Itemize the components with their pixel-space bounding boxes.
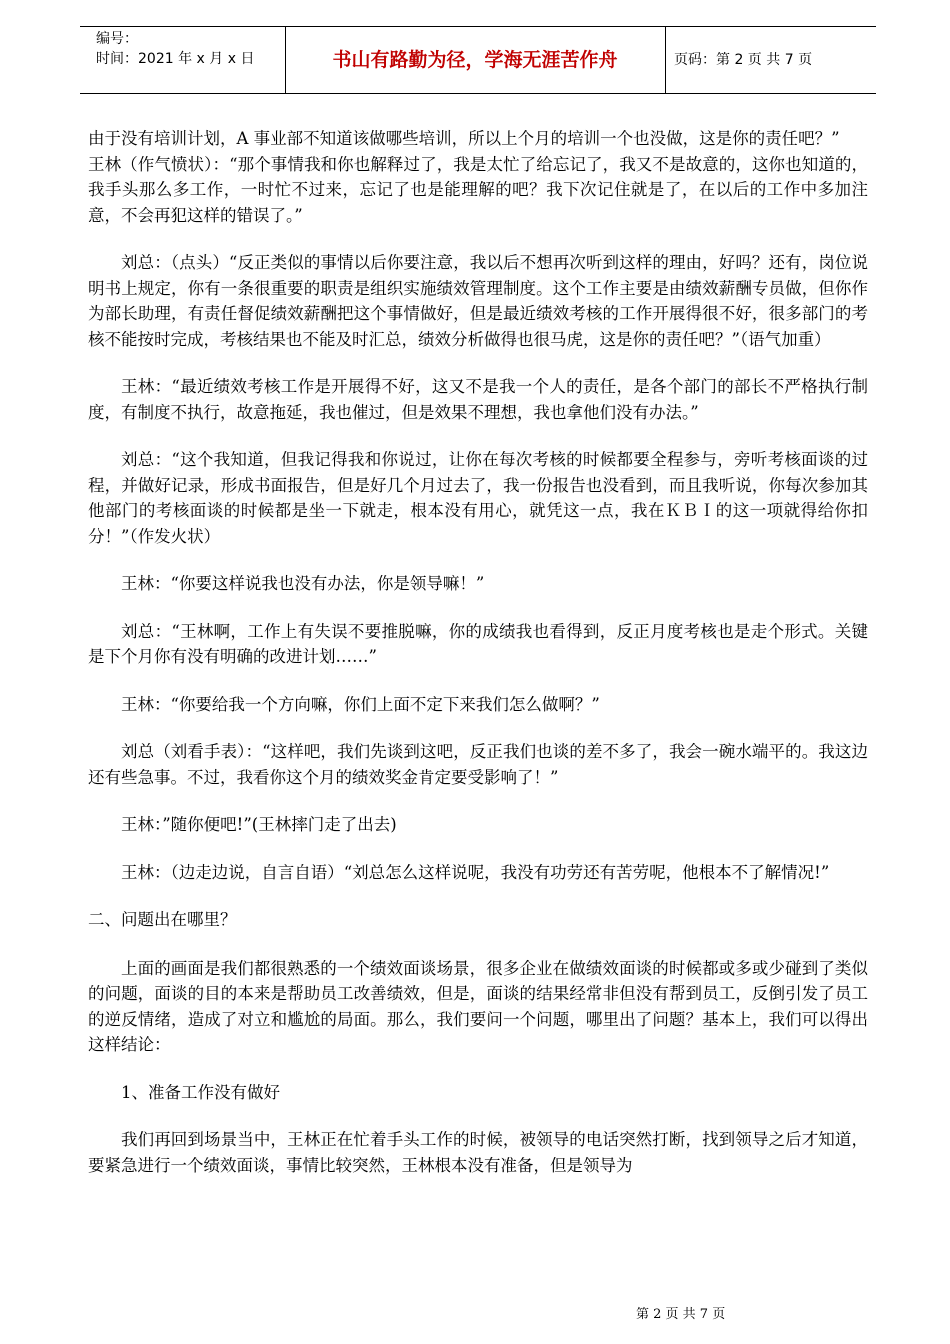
page-header <box>80 26 876 94</box>
header-page-info: 页码：第 2 页 共 7 页 <box>674 52 813 68</box>
paragraph: 王林：“最近绩效考核工作是开展得不好，这又不是我一个人的责任，是各个部门的部长不严格执行制度，有制度不执行，故意拖延，我也催过，但是效果不理想，我也拿他们没有办法。” <box>88 377 868 422</box>
number-label: 编号： <box>96 31 138 47</box>
time-label: 时间：2021 年 x 月 x 日 <box>96 51 255 67</box>
paragraph: 王林（作气愤状）：“那个事情我和你也解释过了，我是太忙了给忘记了，我又不是故意的，这你也知道的，我手头那么多工作，一时忙不过来，忘记了也是能理解的吧？我下次记住就是了，在以后的工作中多加注意，不会再犯这样的错误了。” <box>88 154 868 225</box>
paragraph: 刘总：（点头）“反正类似的事情以后你要注意，我以后不想再次听到这样的理由，好吗？还有，岗位说明书上规定，你有一条很重要的职责是组织实施绩效管理制度。这个工作主要是由绩效薪酬专员做，但你作为部长助理，有责任督促绩效薪酬把这个事情做好，但是最近绩效考核的工作开展得很不好，很多部门的考核不能按时完成，考核结果也不能及时汇总，绩效分析做得也很马虎，这是你的责任吧？”（语气加重） <box>88 253 868 349</box>
header-meta <box>96 29 284 69</box>
paragraph: 上面的画面是我们都很熟悉的一个绩效面谈场景，很多企业在做绩效面谈的时候都或多或少碰到了类似的问题，面谈的目的本来是帮助员工改善绩效，但是，面谈的结果经常非但没有帮到员工，反倒引发了员工的逆反情绪，造成了对立和尴尬的局面。那么，我们要问一个问题，哪里出了问题？基本上，我们可以得出这样结论： <box>88 958 868 1054</box>
subsection-heading: 1、准备工作没有做好 <box>121 1082 280 1102</box>
paragraph: 刘总：“王林啊，工作上有失误不要推脱嘛，你的成绩我也看得到，反正月度考核也是走个形式。关键是下个月你有没有明确的改进计划……” <box>88 621 868 666</box>
page-footer: 第 2 页 共 7 页 <box>636 1307 726 1322</box>
header-motto: 书山有路勤为径，学海无涯苦作舟 <box>332 49 618 71</box>
document-body <box>88 126 868 1200</box>
header-divider <box>665 27 666 93</box>
paragraph: 王林：“你要这样说我也没有办法，你是领导嘛！” <box>121 574 485 593</box>
section-heading: 二、问题出在哪里？ <box>88 910 237 929</box>
paragraph: 王林：”随你便吧!”(王林摔门走了出去) <box>121 815 397 834</box>
paragraph: 王林：（边走边说，自言自语）“刘总怎么这样说呢，我没有功劳还有苦劳呢，他根本不了解情况!” <box>121 862 830 882</box>
paragraph: 刘总：“这个我知道，但我记得我和你说过，让你在每次考核的时候都要全程参与，旁听考核面谈的过程，并做好记录，形成书面报告，但是好几个月过去了，我一份报告也没看到，而且我听说，你每次参加其他部门的考核面谈的时候都是坐一下就走，根本没有用心，就凭这一点，我在ＫＢＩ的这一项就得给你扣分！”（作发火状） <box>88 450 868 546</box>
paragraph: 刘总（刘看手表）：“这样吧，我们先谈到这吧，反正我们也谈的差不多了，我会一碗水端平的。我这边还有些急事。不过，我看你这个月的绩效奖金肯定要受影响了！” <box>88 742 868 787</box>
paragraph: 我们再回到场景当中，王林正在忙着手头工作的时候，被领导的电话突然打断，找到领导之后才知道，要紧急进行一个绩效面谈，事情比较突然，王林根本没有准备，但是领导为 <box>88 1130 868 1175</box>
paragraph: 由于没有培训计划，A 事业部不知道该做哪些培训，所以上个月的培训一个也没做，这是你的责任吧？” <box>88 129 840 148</box>
paragraph: 王林：“你要给我一个方向嘛，你们上面不定下来我们怎么做啊？” <box>121 694 600 714</box>
